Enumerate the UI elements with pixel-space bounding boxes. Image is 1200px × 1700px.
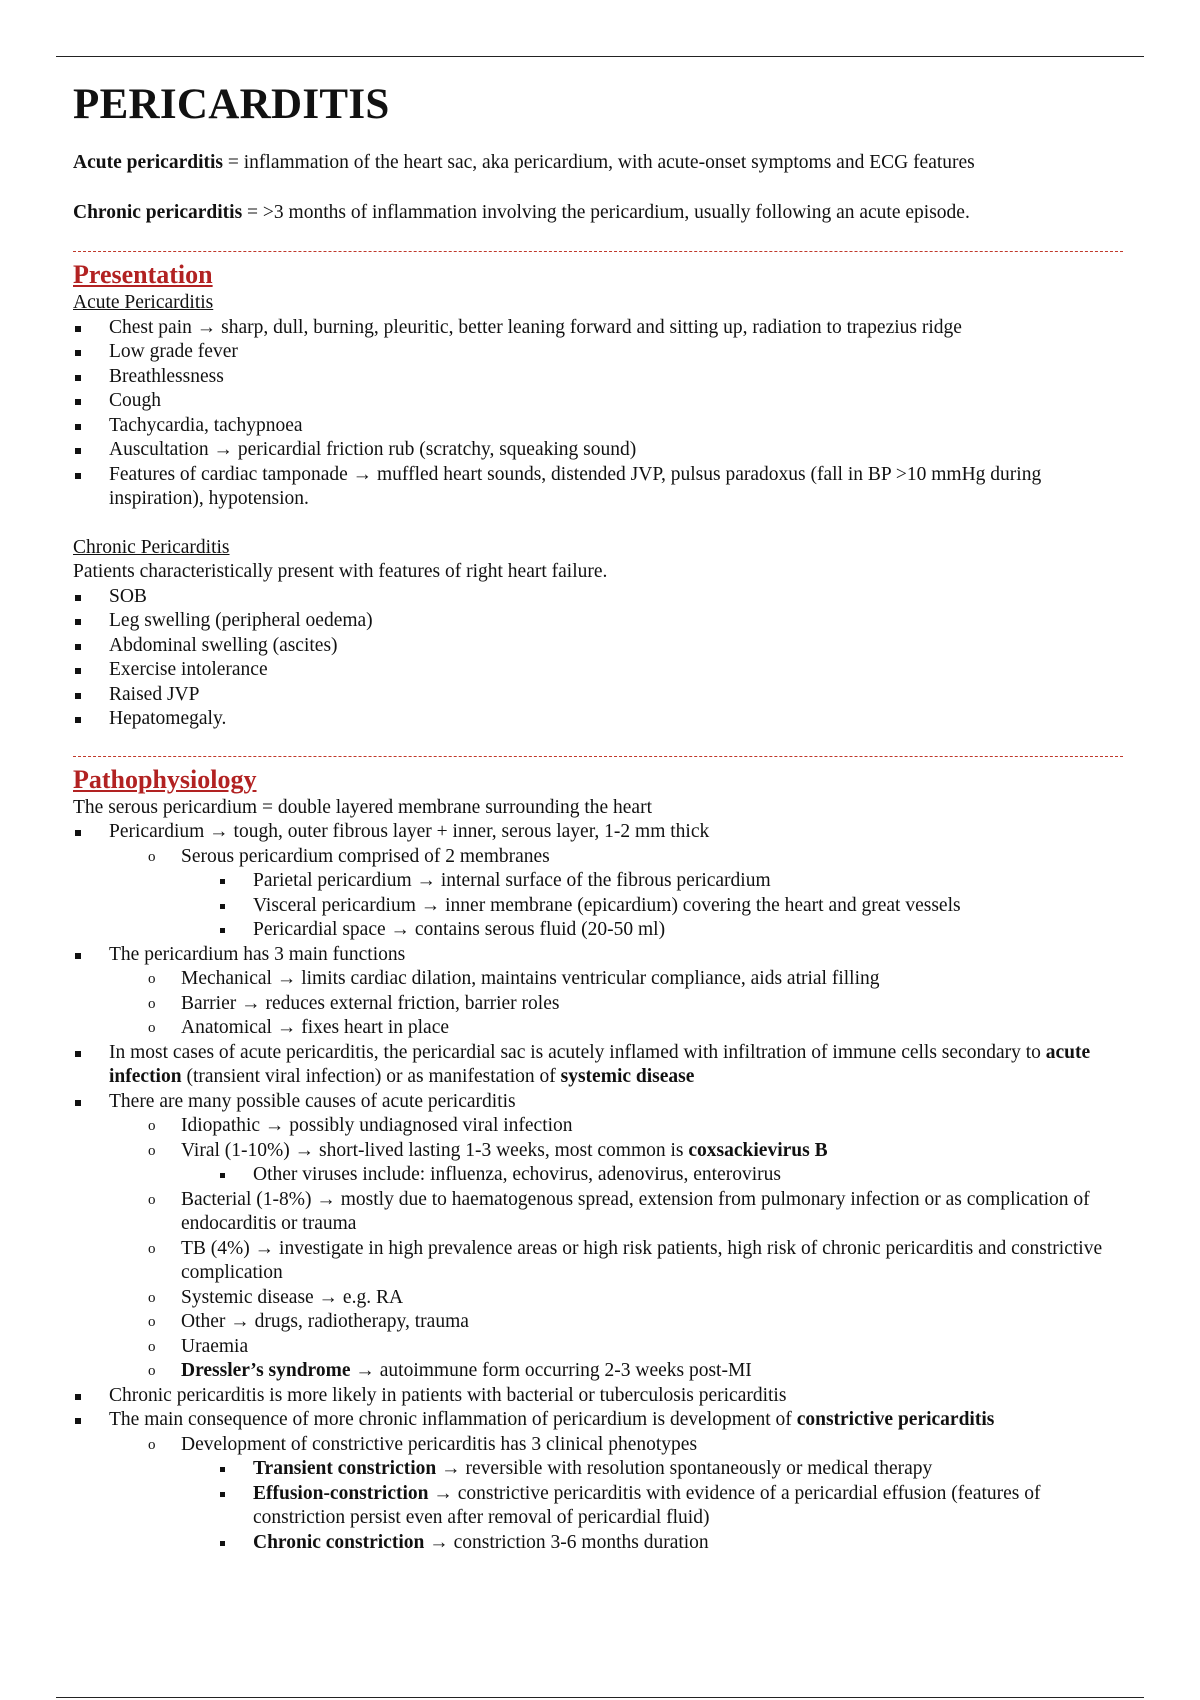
bold-text: systemic disease xyxy=(560,1066,695,1087)
bold-text: coxsackievirus B xyxy=(688,1139,828,1161)
document-page xyxy=(73,66,1123,1555)
bold-text: Chronic constriction xyxy=(253,1531,425,1553)
list-item: Chronic pericarditis is more likely in patients with bacterial or tuberculosis pericarditis xyxy=(73,1384,1123,1409)
section-divider xyxy=(73,756,1123,757)
section-heading-presentation: Presentation xyxy=(73,260,213,289)
item-text: There are many possible causes of acute pericarditis xyxy=(109,1090,516,1112)
item-text: Viral (1-10%) → short-lived lasting 1-3 weeks, most common is xyxy=(181,1139,689,1161)
list-item: Tachycardia, tachypnoea xyxy=(73,414,1123,439)
list-item: Visceral pericardium → inner membrane (epicardium) covering the heart and great vessels xyxy=(217,894,1123,919)
top-rule xyxy=(56,56,1144,57)
list-item xyxy=(145,845,1123,943)
list-item: o Anatomical → fixes heart in place xyxy=(145,1016,1123,1041)
bottom-rule xyxy=(56,1697,1144,1698)
list-item: Exercise intolerance xyxy=(73,658,1123,683)
sub-list xyxy=(145,845,1123,943)
sub-list xyxy=(145,1433,1123,1556)
list-item xyxy=(73,1090,1123,1384)
subheading-acute: Acute Pericarditis xyxy=(73,292,214,313)
list-item xyxy=(73,943,1123,1041)
list-item: Chest pain → sharp, dull, burning, pleuritic, better leaning forward and sitting up, radiation to trapezius ridge xyxy=(73,316,1123,341)
list-item: Other viruses include: influenza, echovirus, adenovirus, enterovirus xyxy=(217,1163,1123,1188)
list-item: Cough xyxy=(73,389,1123,414)
chronic-intro: Patients characteristically present with features of right heart failure. xyxy=(73,561,608,582)
sub-sub-list xyxy=(217,1163,1123,1188)
list-item: o Mechanical → limits cardiac dilation, maintains ventricular compliance, aids atrial filling xyxy=(145,967,1123,992)
list-item: o Uraemia xyxy=(145,1335,1123,1360)
sub-list xyxy=(145,967,1123,1041)
definition-chronic xyxy=(73,201,1123,225)
acute-symptom-list xyxy=(73,316,1123,512)
list-item: o Barrier → reduces external friction, barrier roles xyxy=(145,992,1123,1017)
item-text: The pericardium has 3 main functions xyxy=(109,943,406,965)
definition-text: = inflammation of the heart sac, aka pericardium, with acute-onset symptoms and ECG features xyxy=(223,152,975,173)
bold-text: Dressler’s syndrome xyxy=(181,1360,351,1381)
list-item: o Other → drugs, radiotherapy, trauma xyxy=(145,1310,1123,1335)
item-text: Serous pericardium comprised of 2 membranes xyxy=(181,845,550,867)
list-item: Breathlessness xyxy=(73,365,1123,390)
list-item: Leg swelling (peripheral oedema) xyxy=(73,609,1123,634)
bold-text: constrictive pericarditis xyxy=(796,1409,995,1430)
definition-term: Chronic pericarditis xyxy=(73,202,243,223)
page-title: PERICARDITIS xyxy=(73,81,390,128)
item-text: The main consequence of more chronic inflammation of pericardium is development of xyxy=(109,1409,797,1430)
section-heading-pathophysiology: Pathophysiology xyxy=(73,764,257,794)
item-text: Development of constrictive pericarditis has 3 clinical phenotypes xyxy=(181,1433,698,1455)
list-item: Raised JVP xyxy=(73,683,1123,708)
item-text: → reversible with resolution spontaneously or medical therapy xyxy=(436,1458,933,1479)
list-item xyxy=(145,1433,1123,1556)
phenotype-list xyxy=(217,1457,1123,1555)
definition-term: Acute pericarditis xyxy=(73,152,224,173)
item-text: Pericardium → tough, outer fibrous layer + inner, serous layer, 1-2 mm thick xyxy=(109,821,710,842)
list-item xyxy=(145,1359,1123,1384)
list-item xyxy=(217,1482,1123,1531)
list-item: o TB (4%) → investigate in high prevalence areas or high risk patients, high risk of chronic pericarditis and constrictive complication xyxy=(145,1237,1123,1286)
item-text: → constrictive pericarditis with evidence of a pericardial effusion (features of constriction persist even after removal of pericardial fluid) xyxy=(253,1482,1041,1528)
sub-sub-list xyxy=(217,869,1123,943)
patho-list xyxy=(73,820,1123,1555)
list-item: o Idiopathic → possibly undiagnosed viral infection xyxy=(145,1114,1123,1139)
section-divider xyxy=(73,251,1123,252)
list-item xyxy=(217,1457,1123,1482)
list-item: Parietal pericardium → internal surface of the fibrous pericardium xyxy=(217,869,1123,894)
subheading-chronic: Chronic Pericarditis xyxy=(73,536,230,558)
chronic-symptom-list xyxy=(73,585,1123,732)
list-item: o Bacterial (1-8%) → mostly due to haematogenous spread, extension from pulmonary infection or as complication of endocarditis or trauma xyxy=(145,1188,1123,1237)
patho-intro: The serous pericardium = double layered membrane surrounding the heart xyxy=(73,796,653,818)
list-item xyxy=(217,1531,1123,1556)
bold-text: Transient constriction xyxy=(253,1458,437,1479)
list-item: Low grade fever xyxy=(73,340,1123,365)
definition-text: = >3 months of inflammation involving the pericardium, usually following an acute episode. xyxy=(242,202,970,223)
item-text: → constriction 3-6 months duration xyxy=(424,1531,709,1553)
list-item: Hepatomegaly. xyxy=(73,707,1123,732)
causes-list xyxy=(145,1114,1123,1384)
bold-text: acute infection xyxy=(109,1041,1091,1087)
list-item xyxy=(73,1408,1123,1555)
list-item xyxy=(145,1139,1123,1188)
list-item: o Systemic disease → e.g. RA xyxy=(145,1286,1123,1311)
list-item xyxy=(73,1041,1123,1090)
definition-acute xyxy=(73,151,1123,175)
list-item: Pericardial space → contains serous fluid (20-50 ml) xyxy=(217,918,1123,943)
item-text: In most cases of acute pericarditis, the pericardial sac is acutely inflamed with infiltration of immune cells secondary to xyxy=(109,1041,1046,1063)
list-item: Features of cardiac tamponade → muffled heart sounds, distended JVP, pulsus paradoxus (fall in BP >10 mmHg during inspiration), hypotension. xyxy=(73,463,1123,512)
bold-text: Effusion-constriction xyxy=(253,1482,429,1504)
list-item: SOB xyxy=(73,585,1123,610)
list-item: Auscultation → pericardial friction rub (scratchy, squeaking sound) xyxy=(73,438,1123,463)
list-item xyxy=(73,820,1123,943)
list-item: Abdominal swelling (ascites) xyxy=(73,634,1123,659)
item-text: → autoimmune form occurring 2-3 weeks post-MI xyxy=(350,1360,752,1381)
item-text: (transient viral infection) or as manifestation of xyxy=(181,1066,561,1087)
